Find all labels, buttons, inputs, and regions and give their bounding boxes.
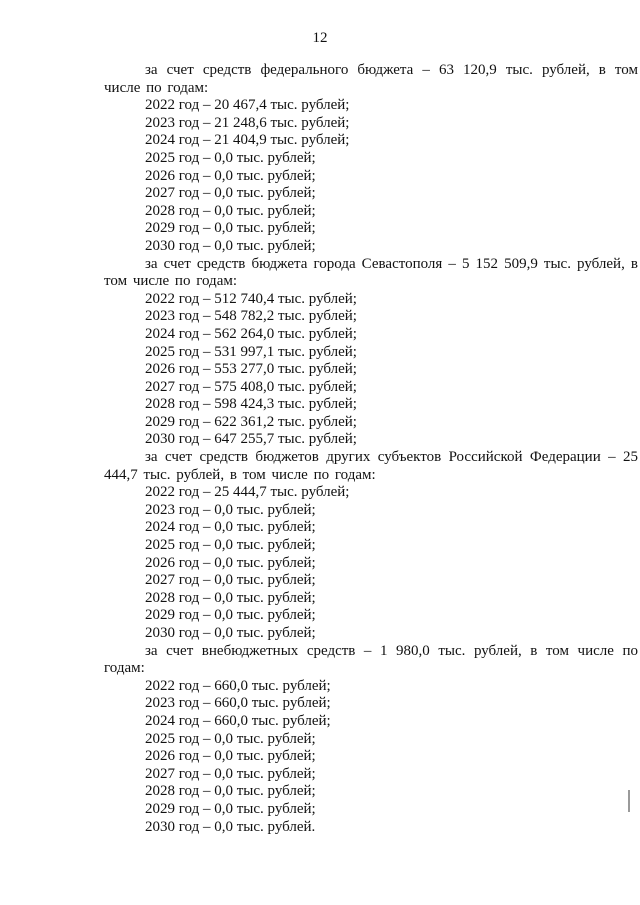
page-number: 12 [312,30,328,46]
year-line: 2027 год – 0,0 тыс. рублей; [145,185,316,202]
section-intro: за счет средств федерального бюджета – 63 120,9 тыс. рублей, в том числе по годам: [104,62,638,96]
year-line: 2028 год – 0,0 тыс. рублей; [145,202,316,219]
year-line: 2030 год – 0,0 тыс. рублей. [145,818,316,835]
year-line: 2026 год – 0,0 тыс. рублей; [145,748,316,765]
year-line: 2022 год – 25 444,7 тыс. рублей; [145,484,350,501]
year-line: 2028 год – 0,0 тыс. рублей; [145,783,316,800]
year-line: 2025 год – 0,0 тыс. рублей; [145,149,316,166]
funding-section-federal [104,62,638,256]
year-line: 2027 год – 0,0 тыс. рублей; [145,572,316,589]
year-line: 2023 год – 660,0 тыс. рублей; [145,695,331,712]
year-line: 2025 год – 0,0 тыс. рублей; [145,730,316,747]
year-line: 2030 год – 0,0 тыс. рублей; [145,237,316,254]
year-line: 2023 год – 548 782,2 тыс. рублей; [145,308,357,325]
year-line: 2024 год – 660,0 тыс. рублей; [145,712,331,729]
year-line: 2022 год – 660,0 тыс. рублей; [145,677,331,694]
year-line: 2029 год – 0,0 тыс. рублей; [145,607,316,624]
year-line: 2029 год – 0,0 тыс. рублей; [145,220,316,237]
year-line: 2030 год – 0,0 тыс. рублей; [145,625,316,641]
year-line: 2025 год – 0,0 тыс. рублей; [145,537,316,554]
year-line: 2024 год – 21 404,9 тыс. рублей; [145,132,350,149]
funding-section-sevastopol [104,256,638,450]
year-line: 2029 год – 0,0 тыс. рублей; [145,800,316,817]
year-line: 2027 год – 575 408,0 тыс. рублей; [145,378,357,395]
year-line: 2027 год – 0,0 тыс. рублей; [145,765,316,782]
document-body [104,62,638,836]
year-line: 2024 год – 562 264,0 тыс. рублей; [145,325,357,342]
year-line: 2026 год – 0,0 тыс. рублей; [145,167,316,184]
year-line: 2024 год – 0,0 тыс. рублей; [145,519,316,536]
year-line: 2030 год – 647 255,7 тыс. рублей; [145,431,357,448]
funding-section-other-subjects [104,449,638,643]
section-intro: за счет внебюджетных средств – 1 980,0 тыс. рублей, в том числе по годам: [104,642,638,677]
section-intro: за счет средств бюджета города Севастополя – 5 152 509,9 тыс. рублей, в том числе по годам: [104,255,638,290]
year-line: 2022 год – 512 740,4 тыс. рублей; [145,290,357,307]
scan-edge-mark [628,790,630,812]
year-line: 2023 год – 21 248,6 тыс. рублей; [145,114,350,131]
year-line: 2026 год – 553 277,0 тыс. рублей; [145,361,357,378]
year-line: 2028 год – 598 424,3 тыс. рублей; [145,396,357,413]
year-line: 2022 год – 20 467,4 тыс. рублей; [145,97,350,114]
funding-section-extrabudgetary [104,643,638,837]
year-line: 2026 год – 0,0 тыс. рублей; [145,554,316,571]
year-line: 2029 год – 622 361,2 тыс. рублей; [145,413,357,430]
year-line: 2025 год – 531 997,1 тыс. рублей; [145,343,357,360]
year-line: 2028 год – 0,0 тыс. рублей; [145,589,316,606]
section-intro: за счет средств бюджетов других субъектов Российской Федерации – 25 444,7 тыс. рублей, в том числе по годам: [104,449,638,483]
year-line: 2023 год – 0,0 тыс. рублей; [145,501,316,518]
